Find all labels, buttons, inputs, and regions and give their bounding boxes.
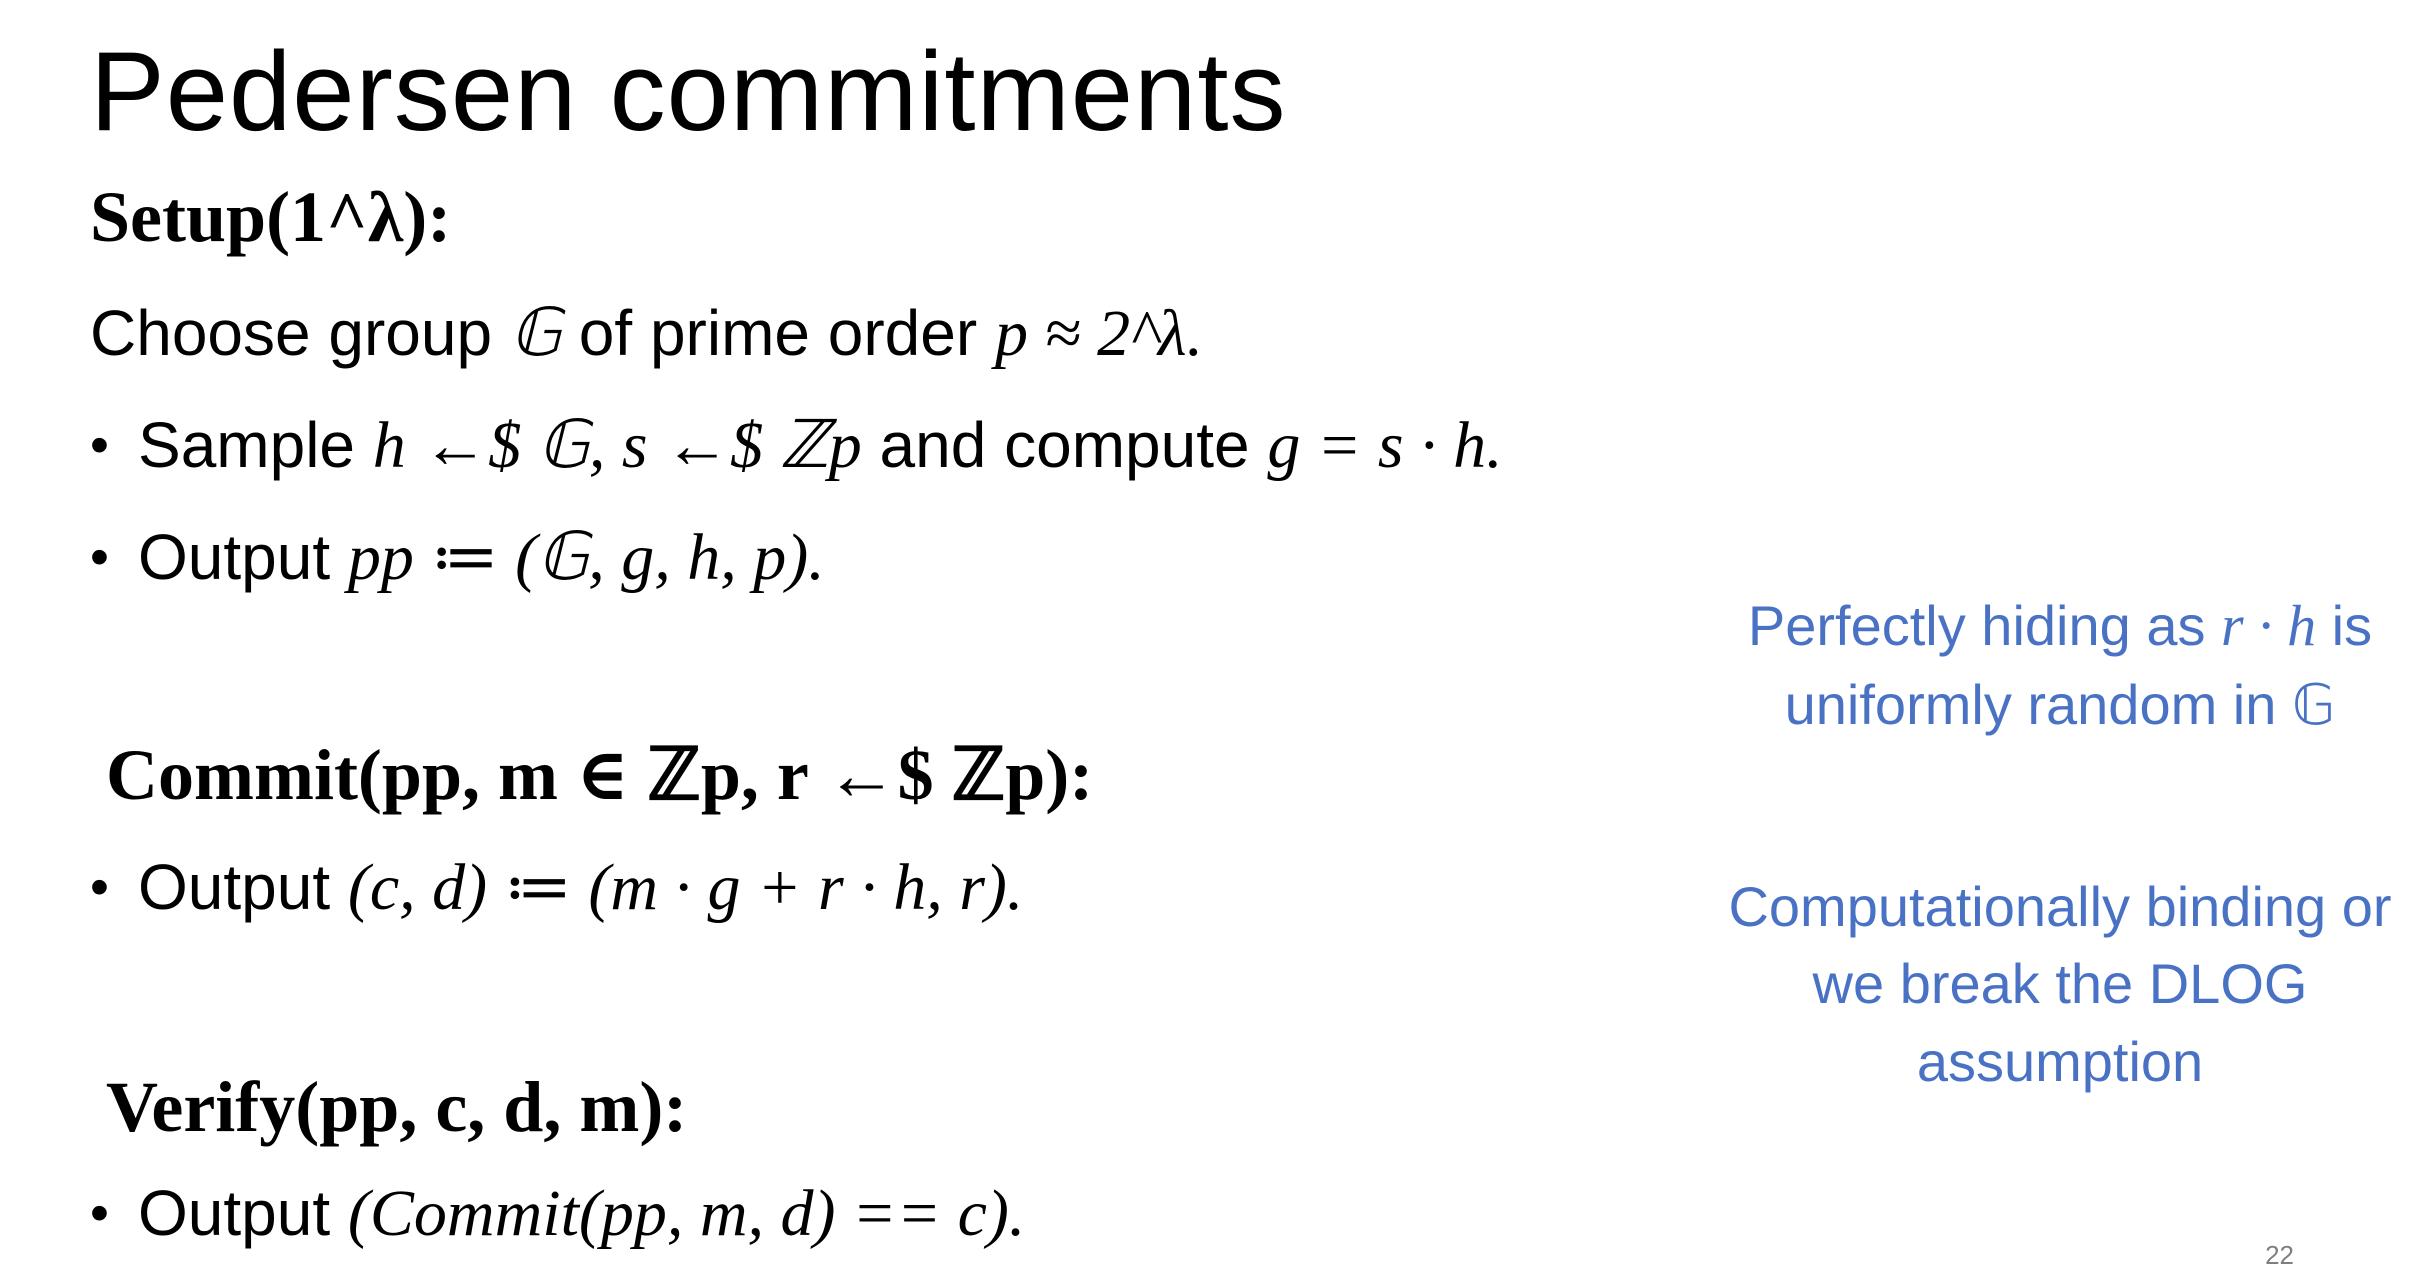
setup-intro-text: Choose group <box>90 297 510 369</box>
hiding-note-formula: r · h <box>2221 593 2317 658</box>
commit-output-formula: (c, d) ≔ (m · g + r · h, r). <box>347 851 1024 924</box>
bullet-icon: • <box>90 527 109 587</box>
bullet-icon: • <box>90 415 109 475</box>
setup-bullet-sample <box>90 410 1503 483</box>
verify-bullet-output <box>90 1178 1025 1251</box>
setup-bullet-output <box>90 522 825 595</box>
bullet-icon: • <box>90 1183 109 1243</box>
hiding-note-suffix: is uniformly random in 𝔾 <box>1784 594 2373 737</box>
page-number: 22 <box>2265 1240 2294 1270</box>
sample-label: Sample <box>138 409 373 481</box>
bullet-icon: • <box>90 857 109 917</box>
prime-order-formula: p ≈ 2^λ. <box>994 297 1204 370</box>
output-label: Output <box>138 851 348 923</box>
commit-heading: Commit(pp, m ∈ ℤp, r ←$ ℤp): <box>106 735 1094 815</box>
compute-formula: g = s · h. <box>1267 409 1503 482</box>
verify-output-formula: (Commit(pp, m, d) == c). <box>347 1177 1026 1250</box>
output-label: Output <box>138 521 348 593</box>
setup-intro-text-2: of prime order <box>561 297 995 369</box>
hiding-note <box>1710 586 2410 743</box>
commit-bullet-output <box>90 852 1023 925</box>
output-label: Output <box>138 1177 348 1249</box>
compute-label: and compute <box>861 409 1268 481</box>
setup-heading: Setup(1^λ): <box>90 177 452 257</box>
binding-note: Computationally binding or we break the DLOG assumption <box>1728 875 2392 1093</box>
verify-heading: Verify(pp, c, d, m): <box>106 1067 688 1147</box>
public-parameters-formula: pp ≔ (𝔾, g, h, p). <box>347 521 825 594</box>
hiding-note-prefix: Perfectly hiding as <box>1747 594 2222 657</box>
setup-intro <box>90 298 1203 371</box>
sample-formula: h ←$ 𝔾, s ←$ ℤp <box>372 409 862 482</box>
slide-title: Pedersen commitments <box>90 29 1287 154</box>
group-symbol: 𝔾 <box>509 297 561 370</box>
